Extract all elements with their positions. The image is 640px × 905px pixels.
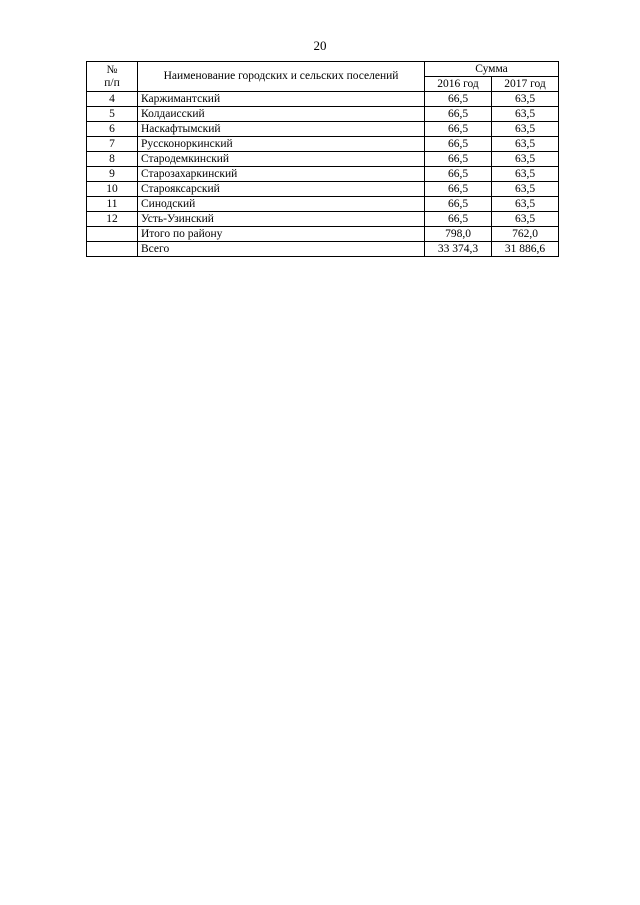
table-row — [87, 152, 559, 167]
cell-value-2016: 33 374,3 — [425, 242, 492, 257]
cell-name: Стародемкинский — [138, 152, 425, 167]
cell-value-2016: 66,5 — [425, 212, 492, 227]
table-row — [87, 167, 559, 182]
header-year-2016: 2016 год — [425, 77, 492, 92]
cell-value-2016: 66,5 — [425, 182, 492, 197]
cell-name: Синодский — [138, 197, 425, 212]
cell-number — [87, 227, 138, 242]
cell-name: Старозахаркинский — [138, 167, 425, 182]
page-number: 20 — [313, 38, 327, 53]
cell-value-2017: 63,5 — [492, 92, 559, 107]
cell-number: 12 — [87, 212, 138, 227]
header-sum: Сумма — [425, 62, 559, 77]
cell-value-2017: 63,5 — [492, 182, 559, 197]
cell-number: 11 — [87, 197, 138, 212]
cell-name: Усть-Узинский — [138, 212, 425, 227]
cell-value-2016: 66,5 — [425, 122, 492, 137]
cell-number: 4 — [87, 92, 138, 107]
header-name: Наименование городских и сельских поселений — [138, 62, 425, 92]
table-row — [87, 182, 559, 197]
cell-value-2017: 63,5 — [492, 152, 559, 167]
cell-number: 7 — [87, 137, 138, 152]
table-row — [87, 212, 559, 227]
header-number-line1: № — [106, 63, 118, 76]
cell-value-2017: 63,5 — [492, 137, 559, 152]
cell-name: Старояксарский — [138, 182, 425, 197]
cell-value-2016: 66,5 — [425, 152, 492, 167]
table-row — [87, 242, 559, 257]
cell-name: Колдаисский — [138, 107, 425, 122]
settlements-table — [86, 61, 559, 257]
cell-name: Руссконоркинский — [138, 137, 425, 152]
cell-value-2017: 63,5 — [492, 212, 559, 227]
table-row — [87, 137, 559, 152]
cell-name: Всего — [138, 242, 425, 257]
cell-value-2016: 66,5 — [425, 167, 492, 182]
cell-value-2016: 66,5 — [425, 197, 492, 212]
cell-value-2017: 63,5 — [492, 167, 559, 182]
cell-value-2017: 31 886,6 — [492, 242, 559, 257]
table-row — [87, 92, 559, 107]
cell-value-2016: 66,5 — [425, 137, 492, 152]
table-body — [87, 92, 559, 257]
cell-number: 10 — [87, 182, 138, 197]
table-row — [87, 197, 559, 212]
cell-value-2017: 63,5 — [492, 197, 559, 212]
cell-value-2016: 66,5 — [425, 107, 492, 122]
cell-number: 8 — [87, 152, 138, 167]
cell-value-2017: 63,5 — [492, 107, 559, 122]
cell-number: 6 — [87, 122, 138, 137]
header-number — [87, 62, 138, 92]
cell-number: 9 — [87, 167, 138, 182]
table-row — [87, 107, 559, 122]
cell-name: Наскафтымский — [138, 122, 425, 137]
table-row — [87, 122, 559, 137]
cell-value-2017: 762,0 — [492, 227, 559, 242]
cell-number: 5 — [87, 107, 138, 122]
cell-value-2017: 63,5 — [492, 122, 559, 137]
cell-name: Каржимантский — [138, 92, 425, 107]
cell-number — [87, 242, 138, 257]
table-header-row — [87, 62, 559, 77]
cell-value-2016: 798,0 — [425, 227, 492, 242]
table-row — [87, 227, 559, 242]
cell-name: Итого по району — [138, 227, 425, 242]
header-year-2017: 2017 год — [492, 77, 559, 92]
cell-value-2016: 66,5 — [425, 92, 492, 107]
header-number-line2: п/п — [104, 76, 120, 89]
